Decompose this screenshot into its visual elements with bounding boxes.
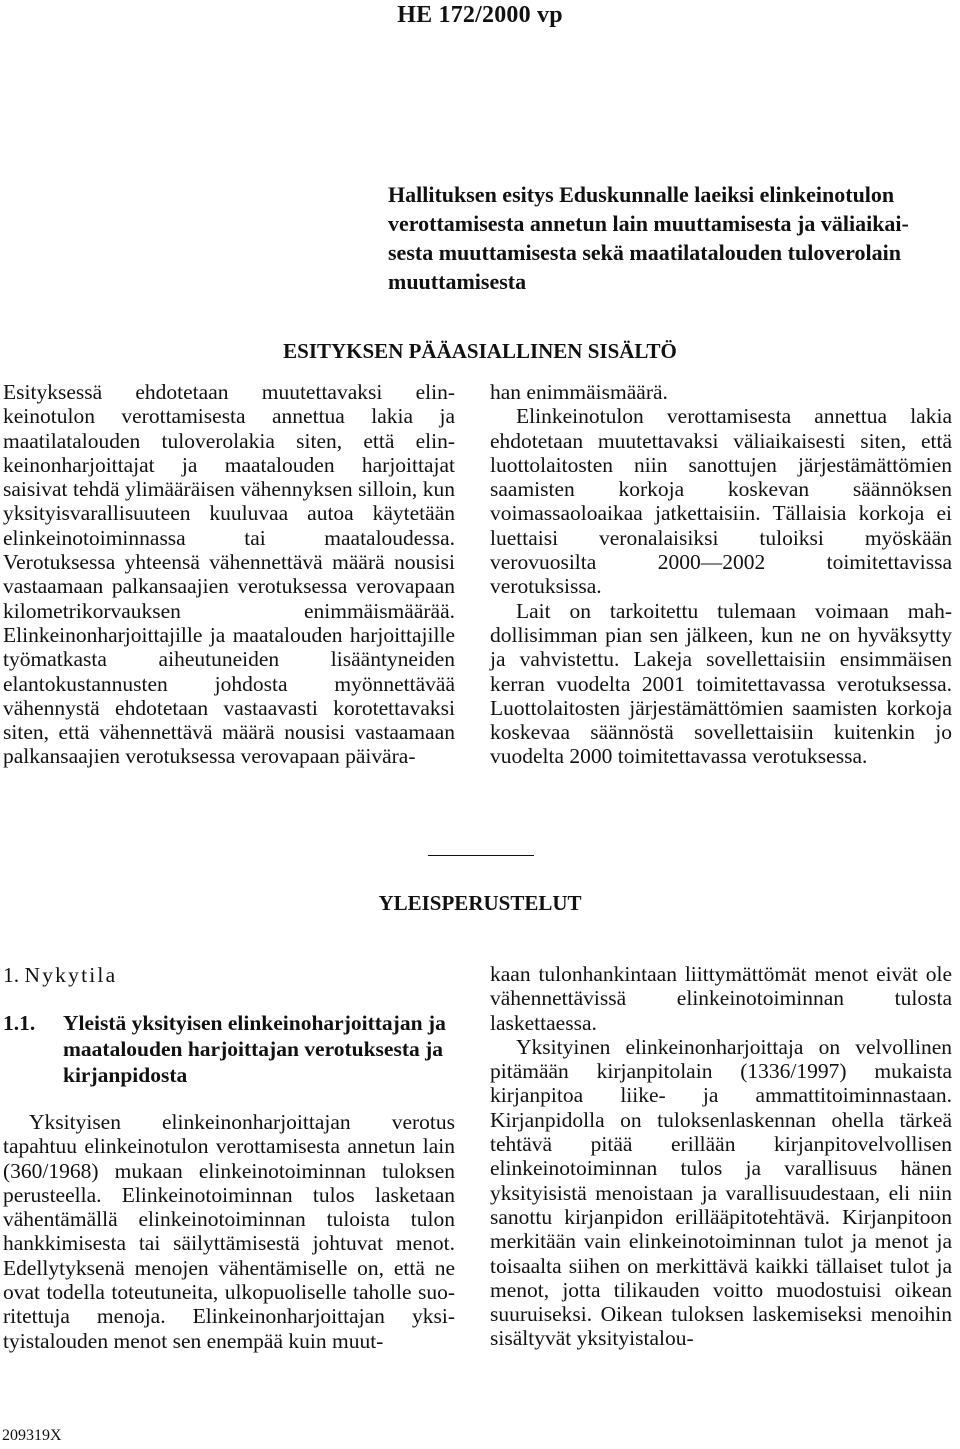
section-divider bbox=[428, 855, 534, 856]
general-right-column bbox=[490, 962, 952, 1351]
general-left-text bbox=[3, 1110, 455, 1353]
paragraph: Esityksessä ehdotetaan muutettavaksi elinkeinotulon verottamisesta annettua lakia ja maatilatalouden tuloverolakia siten, että elinkeinonharjoittajat ja maatalouden harjoittajat saisivat tehdä ylimääräisen vähennyksen silloin, kun yksityisvarallisuuteen kuuluvaa autoa käytetään elinkeinotoiminnassa tai maataloudessa. Verotuksessa yhteensä vähennettävä määrä nousisi vastaamaan palkansaajien verotuksessa verovapaan kilometrikorvauksen enimmäismäärää. Elinkeinonharjoittajille ja maatalouden harjoittajille työmatkasta aiheutuneiden lisääntyneiden elantokustannusten johdosta myönnettävää vähennystä ehdotetaan vastaavasti korotettavaksi siten, että vähennettävä määrä nousisi vastaamaan palkansaajien verotuksessa verovapaan päivära- bbox=[3, 380, 455, 769]
paragraph: kaan tulonhankintaan liittymättömät menot eivät ole vähennettävissä elinkeinotoiminnan tulosta laskettaessa. bbox=[490, 962, 952, 1035]
summary-left-column bbox=[3, 380, 455, 769]
subsection-heading bbox=[3, 1010, 455, 1088]
bill-title bbox=[388, 180, 958, 296]
paragraph: han enimmäismäärä. bbox=[490, 380, 668, 404]
general-heading: YLEISPERUSTELUT bbox=[378, 891, 582, 915]
paragraph: Yksityinen elinkeinonharjoittaja on velvollinen pitämään kirjanpitolain (1336/1997) mukaista kirjanpitoa liike- ja ammattitoiminnastaan. Kirjanpidolla on tuloksenlaskennan ohella tärkeä tehtävä pitää erillään kirjanpitovelvollisen elinkeinotoiminnan tulos ja varallisuus hänen yksityisistä menoistaan ja varallisuudestaan, eli niin sanottu kirjanpidon erillääpitotehtävä. Kirjanpitoon merkitään vain elinkeinotoiminnan tulot ja menot ja toisaalta siihen on merkittävä kaikki tällaiset tulot ja menot, jotta tilikauden voitto muodostuisi oikean suuruiseksi. Oikean tuloksen laskemiseksi menoihin sisältyvät yksityistalou- bbox=[490, 1034, 952, 1351]
section-number: 1. bbox=[3, 963, 20, 987]
general-left-column bbox=[3, 962, 455, 1353]
section-heading bbox=[3, 962, 455, 988]
document-id: HE 172/2000 vp bbox=[397, 2, 563, 28]
section-title: Nykytila bbox=[24, 963, 118, 987]
title-line: Hallituksen esitys Eduskunnalle laeiksi elinkeinotulon bbox=[388, 182, 895, 207]
summary-heading: ESITYKSEN PÄÄASIALLINEN SISÄLTÖ bbox=[283, 339, 677, 363]
footer-code: 209319X bbox=[2, 1427, 62, 1444]
title-line: verottamisesta annetun lain muuttamisesta ja väliaikai- bbox=[388, 211, 909, 236]
paragraph: Elinkeinotulon verottamisesta annettua lakia ehdotetaan muutettavaksi väliaikaisesti siten, että luottolaitosten niin sanottujen järjestämättömien saamisten korkoja koskevan säännöksen voimassaoloaikaa jatkettaisiin. Tällaisia korkoja ei luettaisi veronalaisiksi tuloiksi myöskään verovuosilta 2000—2002 toimitettavissa verotuksissa. bbox=[490, 404, 952, 599]
title-line: muuttamisesta bbox=[388, 269, 527, 294]
paragraph: Yksityisen elinkeinonharjoittajan verotus tapahtuu elinkeinotulon verottamisesta annetun lain (360/1968) mukaan elinkeinotoiminnan tuloksen perusteella. Elinkeinotoiminnan tulos lasketaan vähentämällä elinkeinotoiminnan tuloista tulon hankkimisesta tai säilyttämisestä johtuvat menot. Edellytyksenä menojen vähentämiselle on, että ne ovat todella toteutuneita, ulkopuoliselle taholle suoritettuja menoja. Elinkeinonharjoittajan yksityistalouden menot sen enempää kuin muut- bbox=[3, 1110, 455, 1353]
subsection-title: Yleistä yksityisen elinkeinoharjoittajan ja maatalouden harjoittajan verotuksesta ja kirjanpidosta bbox=[63, 1011, 446, 1087]
title-line: sesta muuttamisesta sekä maatilatalouden tuloverolain bbox=[388, 240, 901, 265]
summary-right-column bbox=[490, 380, 952, 769]
paragraph: Lait on tarkoitettu tulemaan voimaan mahdollisimman pian sen jälkeen, kun ne on hyväksytty ja vahvistettu. Lakeja sovellettaisiin ensimmäisen kerran vuodelta 2001 toimitettavassa verotuksessa. Luottolaitosten järjestämättömien saamisten korkoja koskevaa säännöstä sovellettaisiin kuitenkin jo vuodelta 2000 toimitettavassa verotuksessa. bbox=[490, 598, 952, 769]
subsection-number: 1.1. bbox=[3, 1011, 36, 1035]
